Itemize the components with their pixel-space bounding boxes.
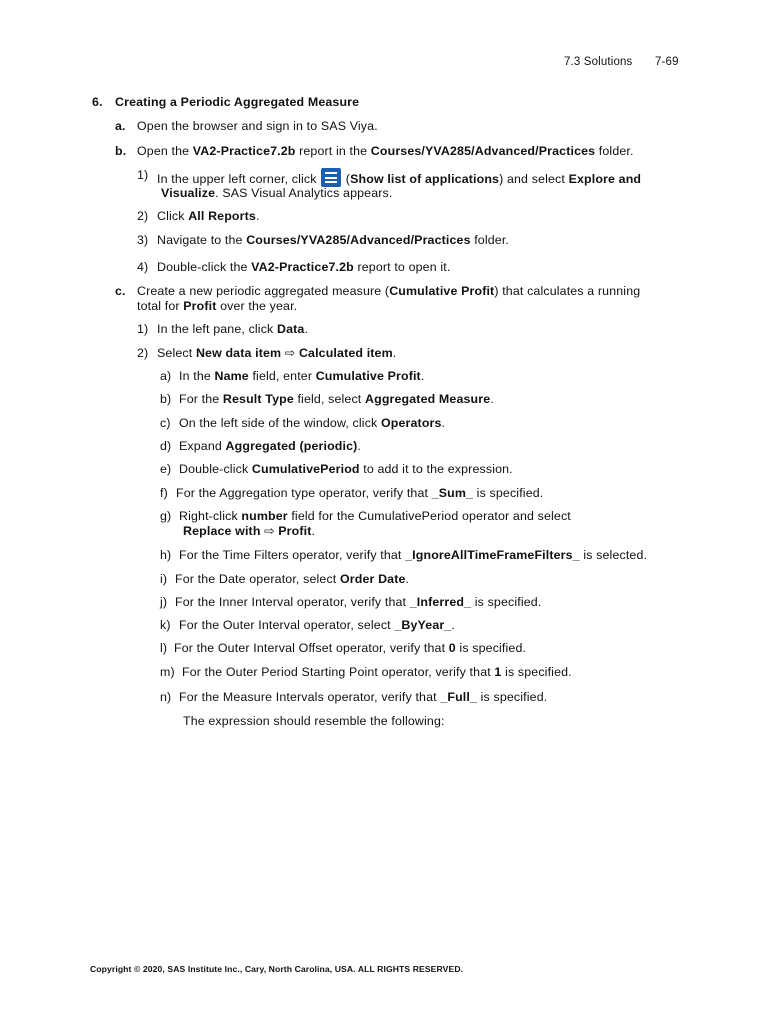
step-a-text: Open the browser and sign in to SAS Viya. [137,119,378,133]
step-g-sub-text: Right-click number field for the CumulativePeriod operator and select [179,509,571,523]
step-b-marker: b. [115,144,127,158]
step-b4-marker: 4) [137,260,149,274]
step-a-sub-text: In the Name field, enter Cumulative Profit. [179,369,425,383]
page-number: 7-69 [655,56,679,68]
running-header-section: 7.3 Solutions [564,56,633,68]
step-k-sub-text: For the Outer Interval operator, select _ByYear_. [179,618,455,632]
step-b2-marker: 2) [137,209,149,223]
step-c-sub-marker: c) [160,416,171,430]
step-c-sub-text: On the left side of the window, click Operators. [179,416,446,430]
step-i-sub-marker: i) [160,572,168,586]
step-c-text: Create a new periodic aggregated measure (Cumulative Profit) that calculates a running [137,284,641,298]
step-n-sub-text: For the Measure Intervals operator, verify that _Full_ is specified. [179,690,548,704]
step-c2-text: Select New data item ⇨ Calculated item. [157,346,397,360]
step-b-sub-text: For the Result Type field, select Aggregated Measure. [179,392,494,406]
step-l-sub-marker: l) [160,641,168,655]
step-c1-marker: 1) [137,322,149,336]
step-g-sub-marker: g) [160,509,172,523]
step-c2-marker: 2) [137,346,149,360]
step-k-sub-marker: k) [160,618,171,632]
step-b3-text: Navigate to the Courses/YVA285/Advanced/Practices folder. [157,233,510,247]
step-6-number: 6. [92,95,103,109]
step-n-sub-marker: n) [160,690,172,704]
step-c-marker: c. [115,284,126,298]
step-m-sub-text: For the Outer Period Starting Point operator, verify that 1 is specified. [182,665,572,679]
hamburger-menu-icon [321,168,341,187]
step-d-sub-text: Expand Aggregated (periodic). [179,439,362,453]
step-a-marker: a. [115,119,126,133]
step-b-text: Open the VA2-Practice7.2b report in the Courses/YVA285/Advanced/Practices folder. [137,144,634,158]
step-6-title: Creating a Periodic Aggregated Measure [115,95,360,109]
step-c-text-cont: total for Profit over the year. [137,299,298,313]
step-b1-text: In the upper left corner, click (Show list of applications) and select Explore and [157,168,641,187]
step-a-sub-marker: a) [160,369,172,383]
step-c1-text: In the left pane, click Data. [157,322,309,336]
step-j-sub-text: For the Inner Interval operator, verify that _Inferred_ is specified. [175,595,542,609]
step-i-sub-text: For the Date operator, select Order Date. [175,572,410,586]
step-e-sub-marker: e) [160,462,172,476]
step-b1-text-cont: Visualize. SAS Visual Analytics appears. [161,186,393,200]
step-f-sub-text: For the Aggregation type operator, verify that _Sum_ is specified. [176,486,544,500]
step-f-sub-marker: f) [160,486,168,500]
expression-note: The expression should resemble the following: [183,714,445,728]
step-j-sub-marker: j) [160,595,168,609]
step-g-sub-text-cont: Replace with ⇨ Profit. [183,524,316,538]
step-b1-marker: 1) [137,168,149,182]
step-h-sub-text: For the Time Filters operator, verify that _IgnoreAllTimeFrameFilters_ is selected. [179,548,648,562]
step-m-sub-marker: m) [160,665,175,679]
step-d-sub-marker: d) [160,439,172,453]
step-l-sub-text: For the Outer Interval Offset operator, verify that 0 is specified. [174,641,527,655]
step-b-sub-marker: b) [160,392,172,406]
step-h-sub-marker: h) [160,548,172,562]
step-b4-text: Double-click the VA2-Practice7.2b report to open it. [157,260,451,274]
step-e-sub-text: Double-click CumulativePeriod to add it to the expression. [179,462,513,476]
step-b2-text: Click All Reports. [157,209,260,223]
step-b3-marker: 3) [137,233,149,247]
copyright-footer: Copyright © 2020, SAS Institute Inc., Cary, North Carolina, USA. ALL RIGHTS RESERVED. [90,964,464,974]
